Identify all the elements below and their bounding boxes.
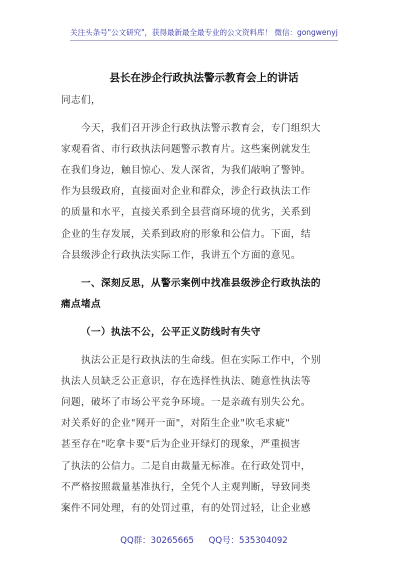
paragraph-line: 企业的生存发展，关系到政府的形象和公信力。下面，结: [61, 228, 311, 240]
qq-label: QQ号：: [208, 536, 240, 546]
paragraph-line: 作为县级政府，直接面对企业和群众，涉企行政执法工作: [61, 186, 311, 198]
paragraph-fairness: [61, 350, 347, 519]
paragraph-line: 对关系好的企业"网开一面"，对陌生企业"吹毛求疵": [61, 418, 291, 430]
section-heading-line: 痛点堵点: [61, 298, 101, 310]
footer-contact: [0, 534, 408, 546]
paragraph-line: 案件不同处理，有的处罚过重，有的处罚过轻，让企业感: [61, 502, 311, 514]
qq-group-info: [120, 536, 194, 546]
qq-number: 535304092: [239, 536, 288, 546]
paragraph-line: 今天，我们召开涉企行政执法警示教育会，专门组织大: [81, 123, 321, 135]
paragraph-opening: [61, 118, 347, 266]
header-banner: 关注头条号"公文研究"，获得最新最全最专业的公文资料库！ 微信：gongwenyj: [70, 28, 338, 37]
document-body: [61, 90, 347, 519]
section-heading: [61, 273, 347, 315]
paragraph-line: 问题，破坏了市场公平竞争环境。一是亲疏有别失公允。: [61, 397, 311, 409]
subsection-heading: （一）执法不公，公平正义防线时有失守: [81, 326, 261, 338]
paragraph-line: 家观看省、市行政执法问题警示教育片。这些案例就发生: [61, 144, 311, 156]
paragraph-line: 在我们身边，触目惊心、发人深省，为我们敲响了警钟。: [61, 165, 311, 177]
paragraph-line: 执法人员缺乏公正意识，存在选择性执法、随意性执法等: [61, 376, 311, 388]
qq-info: [209, 536, 288, 546]
paragraph-line: 甚至存在"吃拿卡要"后为企业开绿灯的现象，严重损害: [61, 439, 301, 451]
paragraph-line: 执法公正是行政执法的生命线。但在实际工作中，个别: [81, 355, 321, 367]
paragraph-line: 合县级涉企行政执法实际工作，我讲五个方面的意见。: [61, 249, 301, 261]
paragraph-line: 的质量和水平，直接关系到全县营商环境的优劣，关系到: [61, 207, 311, 219]
qq-group-label: QQ群：: [120, 536, 151, 546]
paragraph-line: 了执法的公信力。二是自由裁量无标准。在行政处罚中，: [61, 460, 311, 472]
qq-group-number: 30265665: [150, 536, 194, 546]
document-title: 县长在涉企行政执法警示教育会上的讲话: [109, 72, 299, 84]
section-heading-line: 一、深刻反思，从警示案例中找准县级涉企行政执法的: [81, 277, 321, 289]
salutation: 同志们，: [61, 95, 101, 106]
paragraph-line: 不严格按照裁量基准执行，全凭个人主观判断，导致同类: [61, 481, 311, 493]
header-divider: [70, 40, 338, 41]
